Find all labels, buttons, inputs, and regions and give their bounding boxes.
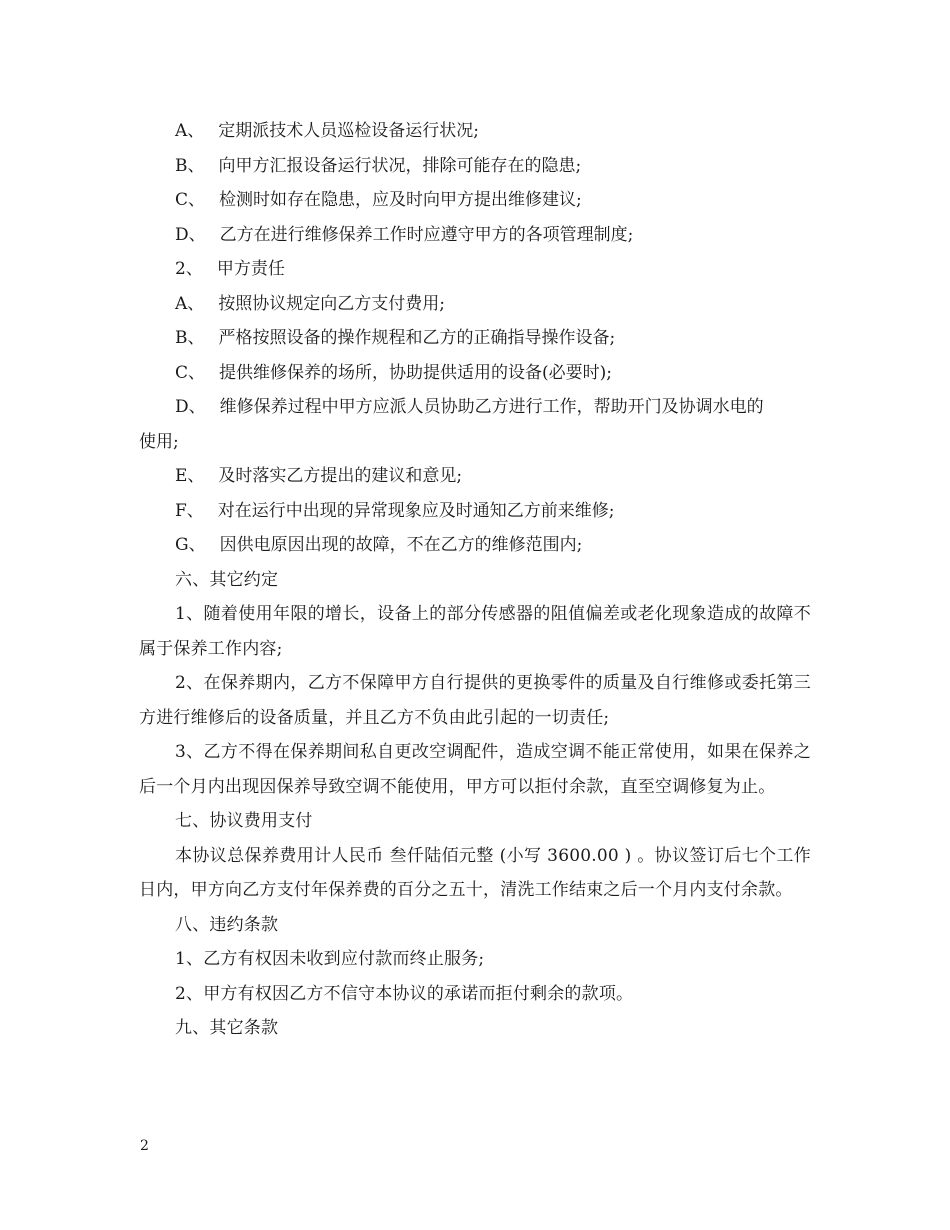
section-heading: 七、协议费用支付: [175, 811, 313, 831]
item-marker: A、: [175, 121, 205, 141]
item-text: 提供维修保养的场所，协助提供适用的设备(必要时);: [219, 362, 613, 383]
item-marker: A、: [175, 293, 205, 314]
list-item: [139, 114, 811, 149]
item-text: 及时落实乙方提出的建议和意见;: [218, 466, 463, 486]
page-number: 2: [140, 1138, 149, 1154]
list-item: [139, 183, 811, 218]
item-text: 严格按照设备的操作规程和乙方的正确指导操作设备;: [218, 328, 616, 348]
list-item: [139, 459, 811, 494]
section-heading: 八、违约条款: [175, 914, 279, 935]
item-text-continuation: 使用;: [139, 431, 179, 452]
item-marker: E、: [175, 466, 205, 486]
list-item: [139, 321, 811, 356]
paragraph: 1、乙方有权因未收到应付款而终止服务;: [175, 949, 485, 969]
item-text: 定期派技术人员巡检设备运行状况;: [218, 121, 480, 141]
paragraph: 3、乙方不得在保养期间私自更改空调配件，造成空调不能正常使用，如果在保养之后一个月内出现因保养导致空调不能使用，甲方可以拒付余款，直至空调修复为止。: [139, 742, 811, 797]
section-heading: 六、其它约定: [175, 569, 279, 590]
item-marker: 2、: [175, 259, 203, 279]
paragraph: 2、甲方有权因乙方不信守本协议的承诺而拒付剩余的款项。: [175, 983, 634, 1004]
item-marker: D、: [175, 397, 206, 417]
list-item: [139, 390, 811, 425]
item-marker: C、: [175, 190, 206, 210]
item-text: 检测时如存在隐患，应及时向甲方提出维修建议;: [219, 190, 582, 210]
item-marker: D、: [175, 224, 206, 245]
list-item: [139, 218, 811, 253]
section-heading-party-a-duties: [139, 252, 811, 287]
item-marker: C、: [175, 362, 206, 383]
item-text: 向甲方汇报设备运行状况，排除可能存在的隐患;: [218, 155, 582, 176]
list-item: [139, 356, 811, 391]
list-item: [139, 149, 811, 184]
item-text: 维修保养过程中甲方应派人员协助乙方进行工作，帮助开门及协调水电的: [219, 397, 764, 417]
paragraph: 本协议总保养费用计人民币 叁仟陆佰元整 (小写 3600.00 ) 。协议签订后七个工作日内，甲方向乙方支付年保养费的百分之五十，清洗工作结束之后一个月内支付余款。: [139, 845, 811, 900]
item-text: 按照协议规定向乙方支付费用;: [218, 293, 446, 314]
list-item: [139, 494, 811, 529]
item-text: 因供电原因出现的故障，不在乙方的维修范围内;: [219, 535, 583, 555]
item-marker: B、: [175, 328, 205, 348]
item-marker: G、: [175, 535, 206, 555]
item-marker: F、: [175, 500, 204, 521]
item-text: 对在运行中出现的异常现象应及时通知乙方前来维修;: [217, 500, 615, 521]
document-body: [139, 114, 811, 1046]
list-item: [139, 287, 811, 322]
section-heading: 九、其它条款: [175, 1018, 279, 1038]
item-text: 甲方责任: [216, 259, 285, 279]
paragraph: 1、随着使用年限的增长，设备上的部分传感器的阻值偏差或老化现象造成的故障不属于保养工作内容;: [139, 604, 811, 659]
list-item: [139, 528, 811, 563]
paragraph: 2、在保养期内，乙方不保障甲方自行提供的更换零件的质量及自行维修或委托第三方进行维修后的设备质量，并且乙方不负由此引起的一切责任;: [139, 673, 811, 728]
item-marker: B、: [175, 155, 205, 176]
item-text: 乙方在进行维修保养工作时应遵守甲方的各项管理制度;: [219, 224, 634, 245]
